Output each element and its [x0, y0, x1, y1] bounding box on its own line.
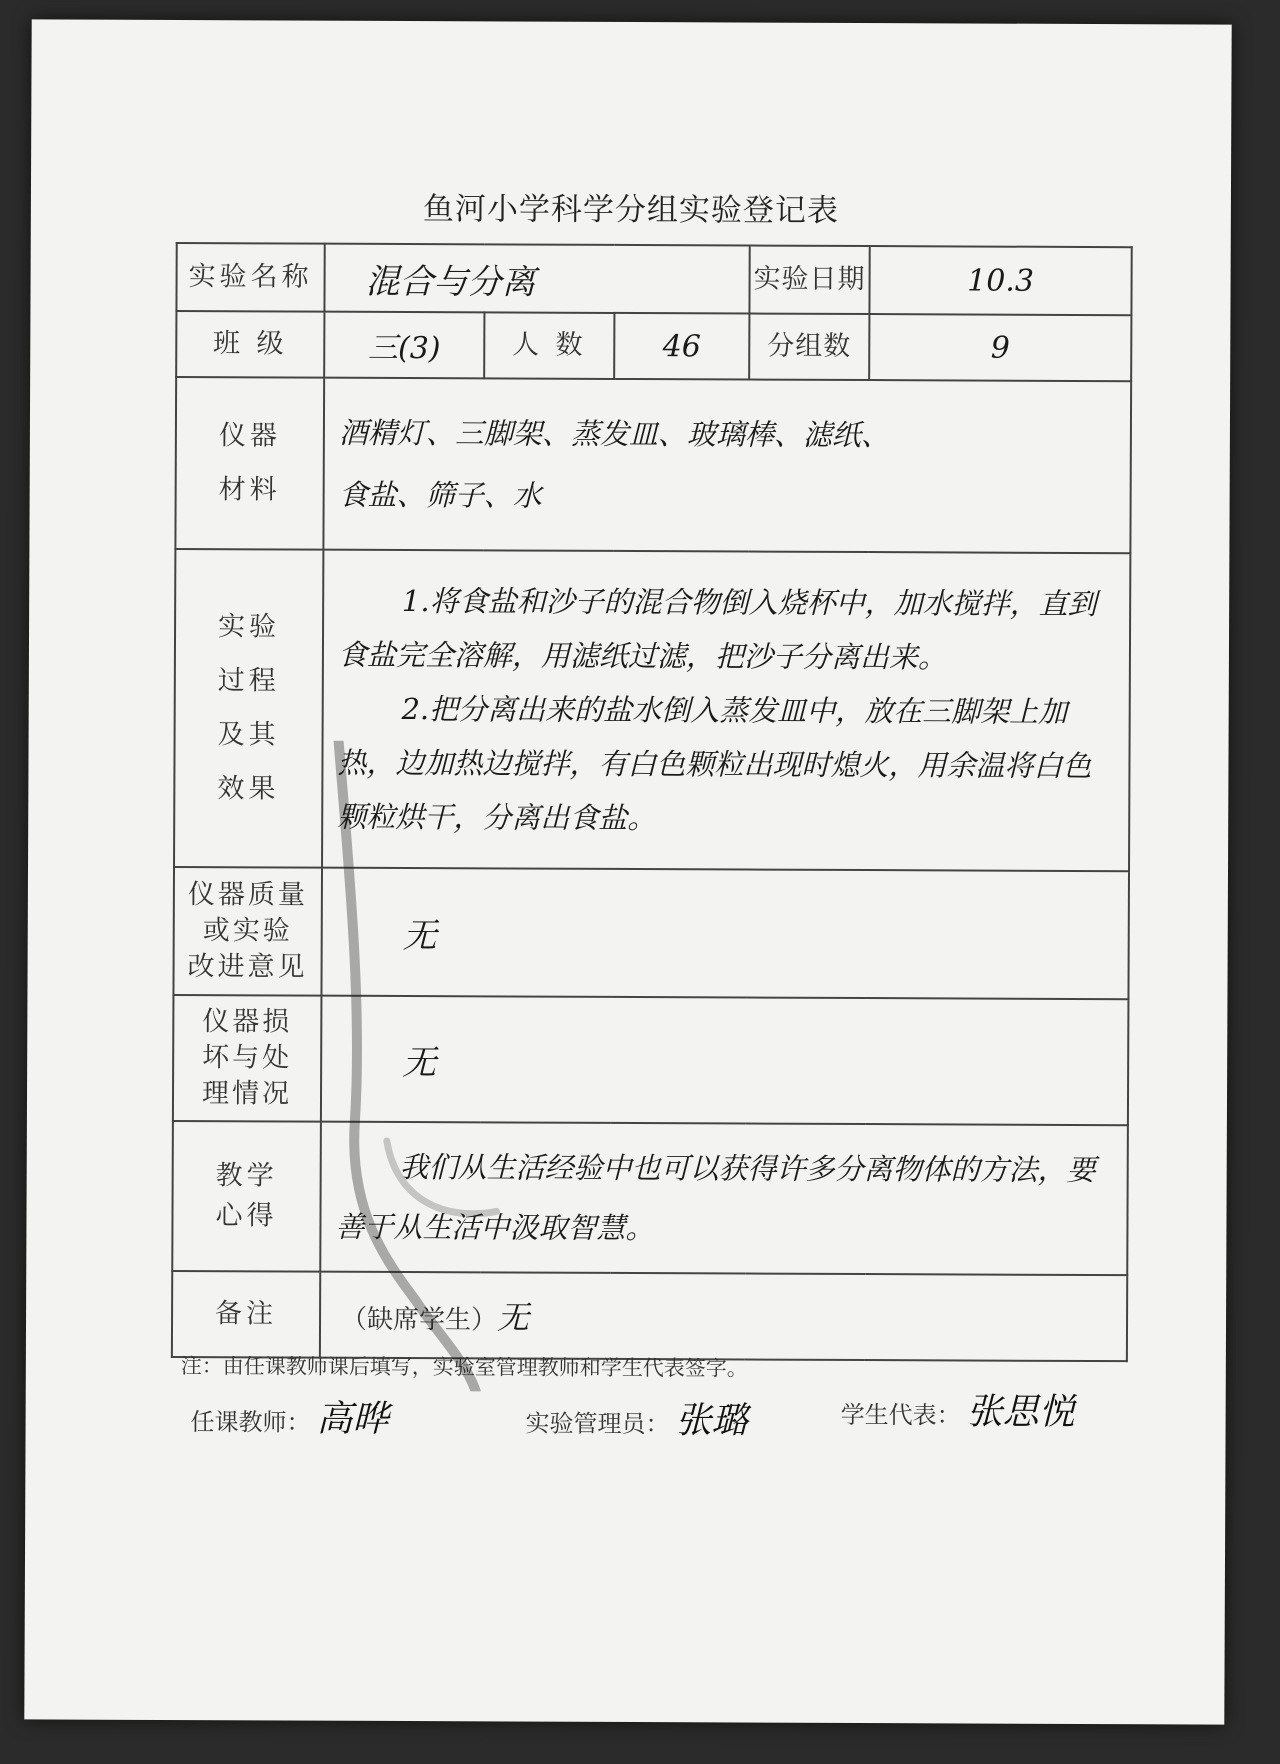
process-label-line: 实验 — [217, 611, 281, 643]
reflection-value — [320, 1122, 1128, 1276]
materials-label — [175, 377, 324, 550]
materials-line: 食盐、筛子、水 — [338, 477, 542, 513]
row-remarks — [172, 1271, 1127, 1361]
quality-label — [173, 867, 322, 996]
remarks-absent-value: 无 — [496, 1298, 530, 1337]
people-label: 人 数 — [484, 312, 614, 379]
materials-line: 酒精灯、三脚架、蒸发皿、玻璃棒、滤纸、 — [338, 415, 890, 453]
exp-date-label: 实验日期 — [749, 246, 869, 315]
materials-label-line: 仪器 — [218, 420, 281, 452]
form-title: 鱼河小学科学分组实验登记表 — [422, 191, 839, 229]
row-quality — [173, 867, 1129, 999]
teacher-signature — [191, 1390, 389, 1442]
remarks-prefix: （缺席学生） — [340, 1304, 498, 1336]
registration-table — [171, 242, 1133, 1362]
row-reflection — [172, 1121, 1128, 1275]
quality-label-line: 改进意见 — [187, 951, 308, 983]
reflection-label-line: 教学 — [215, 1160, 278, 1192]
student-label: 学生代表： — [840, 1400, 961, 1430]
teacher-name: 高晔 — [316, 1398, 389, 1440]
reflection-label — [172, 1121, 321, 1272]
remarks-label: 备注 — [172, 1271, 320, 1358]
process-label-line: 及其 — [217, 719, 280, 751]
class-label: 班 级 — [176, 311, 324, 378]
reflection-text: 我们从生活经验中也可以获得许多分离物体的方法，要善于从生活中汲取智慧。 — [335, 1150, 1096, 1246]
groups-label: 分组数 — [749, 314, 869, 381]
admin-label: 实验管理员： — [525, 1409, 670, 1439]
damage-label-line: 仪器损 — [202, 1006, 293, 1038]
damage-label-line: 坏与处 — [202, 1042, 293, 1074]
student-signature — [841, 1383, 1075, 1435]
process-label-line: 过程 — [217, 665, 280, 697]
row-class-info — [176, 311, 1131, 381]
exp-name-label: 实验名称 — [176, 243, 324, 312]
process-value — [322, 550, 1130, 872]
exp-date-value: 10.3 — [869, 246, 1131, 315]
quality-value: 无 — [321, 868, 1129, 1000]
materials-value — [323, 378, 1131, 554]
damage-label — [173, 995, 322, 1122]
footnote: 注：由任课教师课后填写，实验室管理教师和学生代表签字。 — [180, 1354, 748, 1381]
groups-value: 9 — [869, 314, 1131, 381]
admin-name: 张璐 — [675, 1400, 748, 1442]
row-process — [174, 549, 1130, 871]
class-value: 三(3) — [324, 312, 484, 379]
reflection-label-line: 心得 — [215, 1200, 278, 1232]
paper-sheet — [24, 19, 1231, 1724]
exp-name-value: 混合与分离 — [324, 244, 749, 314]
admin-signature — [526, 1392, 748, 1444]
process-label — [174, 549, 323, 868]
damage-label-line: 理情况 — [201, 1078, 293, 1110]
process-step-2: 2.把分离出来的盐水倒入蒸发皿中，放在三脚架上加热，边加热边搅拌，有白色颗粒出现时熄火，用余温将白色颗粒烘干，分离出食盐。 — [337, 692, 1092, 836]
process-step-1: 1.将食盐和沙子的混合物倒入烧杯中，加水搅拌，直到食盐完全溶解，用滤纸过滤，把沙子分离出来。 — [337, 584, 1097, 675]
damage-value: 无 — [321, 996, 1129, 1126]
remarks-value — [320, 1272, 1127, 1362]
row-materials — [175, 377, 1131, 553]
materials-label-line: 材料 — [218, 474, 281, 506]
row-experiment-name — [176, 243, 1131, 315]
quality-label-line: 或实验 — [202, 915, 293, 947]
people-value: 46 — [614, 313, 749, 380]
process-label-line: 效果 — [217, 773, 280, 805]
student-name: 张思悦 — [966, 1391, 1075, 1433]
teacher-label: 任课教师： — [190, 1408, 311, 1437]
row-damage — [173, 995, 1129, 1125]
quality-label-line: 仪器质量 — [187, 879, 308, 911]
